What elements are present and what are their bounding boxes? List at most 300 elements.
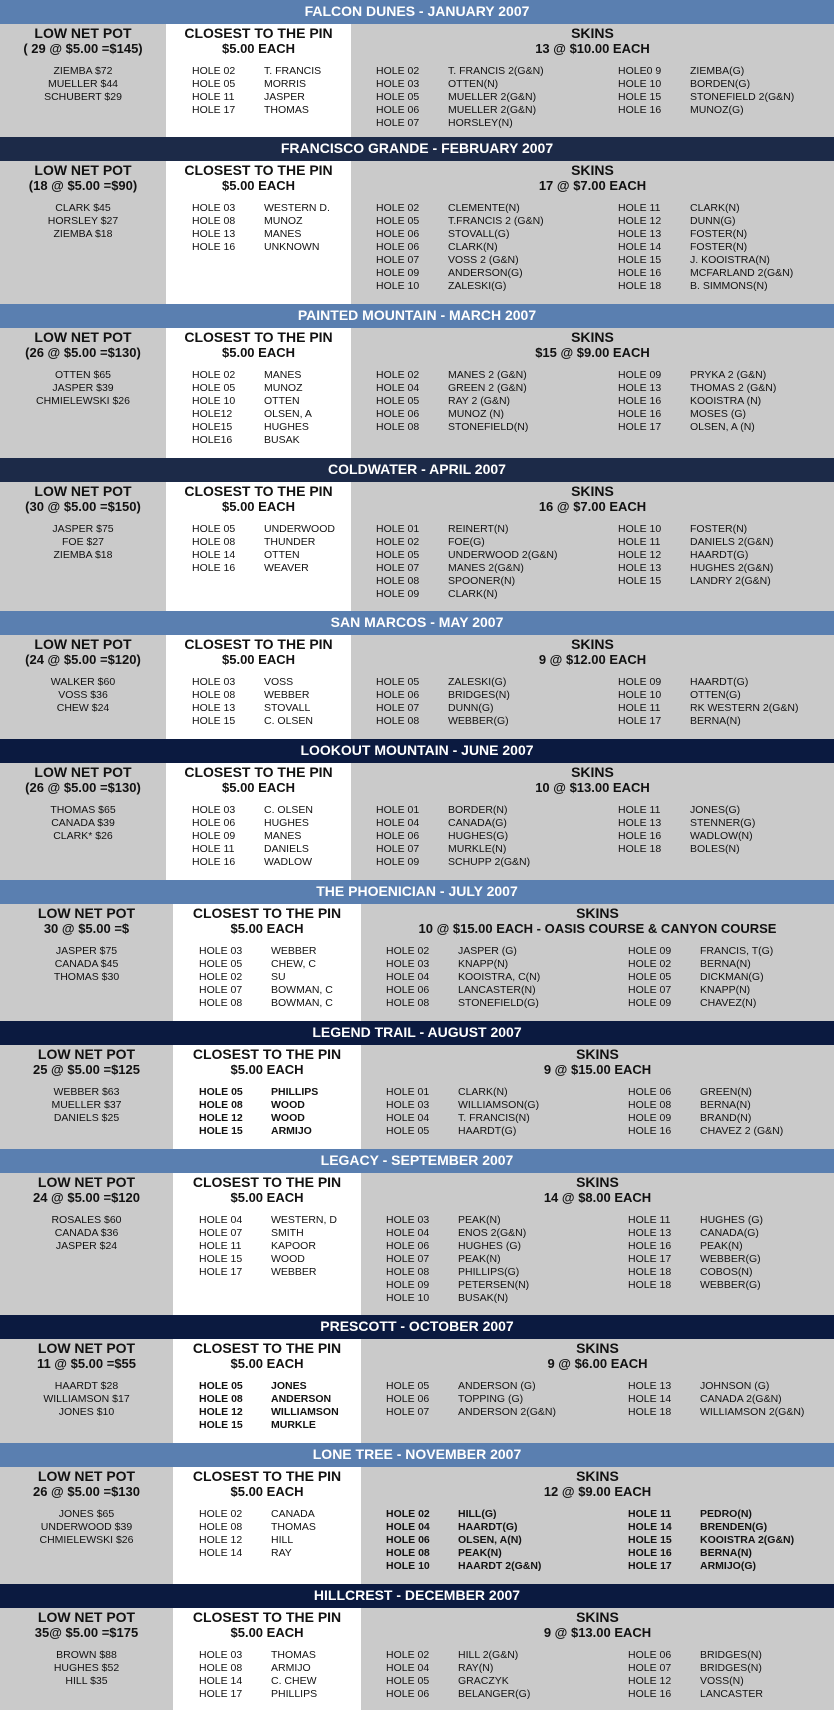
hole-number: HOLE 16	[192, 241, 236, 253]
player-name: STONEFIELD 2(G&N)	[690, 91, 795, 103]
player-name: WEBBER	[264, 689, 310, 701]
skins-amount: 9 @ $15.00 EACH	[543, 1062, 652, 1077]
ctp-row	[192, 395, 351, 408]
hole-number: HOLE 17	[192, 104, 236, 116]
player-name: T. FRANCIS 2(G&N)	[448, 65, 544, 77]
hole-number: HOLE 08	[376, 575, 420, 587]
player-name: WESTERN, D	[271, 1214, 337, 1226]
player-name: THOMAS	[271, 1521, 316, 1533]
low-net-winners	[0, 1086, 173, 1125]
player-name: MANES	[264, 228, 302, 240]
ctp-row	[199, 1125, 361, 1138]
skins-heading: SKINS	[576, 1340, 619, 1356]
low-net-winner: ROSALES $60	[51, 1214, 122, 1226]
hole-number: HOLE 16	[618, 830, 662, 842]
low-net-winner: THOMAS $65	[50, 804, 116, 816]
hole-number: HOLE 06	[376, 689, 420, 701]
player-name: CANADA(G)	[448, 817, 507, 829]
hole-number: HOLE 09	[618, 676, 662, 688]
player-name: STOVALL(G)	[448, 228, 510, 240]
ctp-row	[192, 856, 351, 869]
ctp-amount: $5.00 EACH	[230, 1625, 304, 1640]
low-net-winners	[0, 65, 166, 104]
event-section	[0, 1584, 834, 1710]
hole-number: HOLE 07	[199, 984, 243, 996]
low-net-pot-total: (30 @ $5.00 =$150)	[25, 499, 141, 514]
skins-heading: SKINS	[576, 1174, 619, 1190]
ctp-row	[199, 1406, 361, 1419]
player-name: FOE(G)	[448, 536, 485, 548]
hole-number: HOLE 03	[199, 945, 243, 957]
skins-panel	[361, 1339, 834, 1443]
player-name: ANDERSON(G)	[448, 267, 523, 279]
player-name: OTTEN	[264, 395, 300, 407]
hole-number: HOLE 08	[376, 421, 420, 433]
ctp-row	[199, 1508, 361, 1521]
hole-number: HOLE 12	[199, 1112, 243, 1124]
player-name: RAY(N)	[458, 1662, 494, 1674]
player-name: CANADA(G)	[700, 1227, 759, 1239]
hole-number: HOLE 02	[376, 536, 420, 548]
hole-number: HOLE 13	[618, 228, 662, 240]
player-name: UNDERWOOD 2(G&N)	[448, 549, 558, 561]
hole-number: HOLE 18	[628, 1266, 672, 1278]
ctp-list	[199, 1649, 361, 1701]
player-name: VOSS(N)	[700, 1675, 744, 1687]
ctp-row	[192, 817, 351, 830]
ctp-row	[192, 241, 351, 254]
hole-number: HOLE 06	[376, 408, 420, 420]
event-title: FRANCISCO GRANDE - FEBRUARY 2007	[0, 137, 834, 161]
event-title: LEGEND TRAIL - AUGUST 2007	[0, 1021, 834, 1045]
low-net-pot-panel	[0, 24, 166, 137]
ctp-row	[192, 536, 351, 549]
ctp-row	[192, 104, 351, 117]
player-name: BERNA(N)	[700, 958, 751, 970]
hole-number: HOLE 08	[199, 997, 243, 1009]
skins-heading: SKINS	[571, 25, 614, 41]
player-name: SCHUPP 2(G&N)	[448, 856, 531, 868]
player-name: OLSEN, A	[264, 408, 312, 420]
player-name: C. OLSEN	[264, 804, 314, 816]
hole-number: HOLE 17	[628, 1253, 672, 1265]
event-body	[0, 161, 834, 304]
hole-number: HOLE 06	[386, 1240, 430, 1252]
low-net-heading: LOW NET POT	[34, 162, 132, 178]
player-name: STOVALL	[264, 702, 311, 714]
hole-number: HOLE 13	[628, 1380, 672, 1392]
hole-number: HOLE 04	[386, 1662, 430, 1674]
low-net-pot-panel	[0, 635, 166, 739]
player-name: HILL(G)	[458, 1508, 497, 1520]
hole-number: HOLE 14	[628, 1521, 672, 1533]
ctp-list	[192, 369, 351, 447]
low-net-winner: JASPER $75	[55, 945, 118, 957]
hole-number: HOLE 07	[386, 1406, 430, 1418]
skins-heading: SKINS	[571, 483, 614, 499]
event-section	[0, 1021, 834, 1149]
skins-heading: SKINS	[571, 636, 614, 652]
low-net-winner: JASPER $24	[55, 1240, 118, 1252]
closest-to-pin-panel	[166, 161, 351, 304]
ctp-amount: $5.00 EACH	[222, 345, 295, 360]
low-net-heading: LOW NET POT	[37, 905, 136, 921]
hole-number: HOLE 06	[386, 984, 430, 996]
player-name: BRAND(N)	[700, 1112, 752, 1124]
player-name: SPOONER(N)	[448, 575, 516, 587]
player-name: GRACZYK	[458, 1675, 509, 1687]
low-net-winner: SCHUBERT $29	[44, 91, 122, 103]
hole-number: HOLE 02	[192, 65, 236, 77]
player-name: WEBBER	[271, 945, 317, 957]
ctp-heading: CLOSEST TO THE PIN	[184, 162, 333, 178]
player-name: ZALESKI(G)	[448, 280, 507, 292]
player-name: THOMAS	[264, 104, 309, 116]
hole-number: HOLE 16	[628, 1688, 672, 1700]
low-net-pot-panel	[0, 1467, 173, 1584]
player-name: PEAK(N)	[458, 1253, 501, 1265]
hole-number: HOLE 07	[376, 562, 420, 574]
player-name: PHILLIPS	[271, 1688, 318, 1700]
ctp-amount: $5.00 EACH	[230, 921, 304, 936]
low-net-pot-panel	[0, 1608, 173, 1710]
player-name: VOSS 2 (G&N)	[448, 254, 519, 266]
player-name: ANDERSON	[271, 1393, 332, 1405]
player-name: BOWMAN, C	[271, 997, 333, 1009]
player-name: OTTEN(N)	[448, 78, 499, 90]
hole-number: HOLE 16	[628, 1547, 672, 1559]
hole-number: HOLE 07	[376, 843, 420, 855]
hole-number: HOLE 11	[628, 1214, 671, 1226]
player-name: MCFARLAND 2(G&N)	[690, 267, 794, 279]
player-name: MURKLE	[271, 1419, 316, 1431]
hole-number: HOLE 18	[628, 1406, 672, 1418]
player-name: THUNDER	[264, 536, 316, 548]
skins-amount: 17 @ $7.00 EACH	[538, 178, 647, 193]
hole-number: HOLE 10	[618, 523, 662, 535]
low-net-winner: CHMIELEWSKI $26	[39, 1534, 134, 1546]
player-name: DANIELS 2(G&N)	[690, 536, 774, 548]
event-section	[0, 611, 834, 739]
hole-number: HOLE 11	[192, 91, 235, 103]
low-net-heading: LOW NET POT	[37, 1340, 136, 1356]
player-name: MORRIS	[264, 78, 306, 90]
hole-number: HOLE 04	[199, 1214, 243, 1226]
player-name: RK WESTERN 2(G&N)	[690, 702, 799, 714]
hole-number: HOLE 02	[628, 958, 672, 970]
ctp-row	[199, 945, 361, 958]
event-body	[0, 1608, 834, 1710]
closest-to-pin-panel	[173, 1045, 361, 1149]
low-net-winners	[0, 945, 173, 984]
player-name: BUSAK	[264, 434, 300, 446]
ctp-heading: CLOSEST TO THE PIN	[192, 905, 342, 921]
low-net-winner: HORSLEY $27	[47, 215, 119, 227]
closest-to-pin-panel	[166, 24, 351, 137]
hole-number: HOLE 16	[618, 408, 662, 420]
player-name: JASPER (G)	[458, 945, 517, 957]
skins-panel	[351, 161, 834, 304]
player-name: ANDERSON 2(G&N)	[458, 1406, 557, 1418]
hole-number: HOLE 02	[386, 945, 430, 957]
ctp-row	[192, 434, 351, 447]
hole-number: HOLE 05	[192, 78, 236, 90]
player-name: HAARDT(G)	[690, 549, 749, 561]
player-name: MUNOZ(G)	[690, 104, 744, 116]
low-net-winner: WEBBER $63	[53, 1086, 120, 1098]
low-net-winner: DANIELS $25	[53, 1112, 120, 1124]
skins-panel	[361, 1173, 834, 1315]
low-net-winners	[0, 804, 166, 843]
player-name: ZIEMBA(G)	[690, 65, 745, 77]
player-name: ARMIJO	[271, 1662, 311, 1674]
skins-panel	[351, 763, 834, 880]
low-net-winner: MUELLER $44	[47, 78, 119, 90]
event-body	[0, 1173, 834, 1315]
hole-number: HOLE 07	[376, 702, 420, 714]
player-name: C. CHEW	[271, 1675, 317, 1687]
ctp-heading: CLOSEST TO THE PIN	[184, 636, 333, 652]
player-name: JONES	[271, 1380, 307, 1392]
player-name: BORDER(N)	[448, 804, 508, 816]
hole-number: HOLE 16	[618, 104, 662, 116]
player-name: BERNA(N)	[700, 1099, 751, 1111]
player-name: KOOISTRA (N)	[690, 395, 762, 407]
ctp-row	[192, 843, 351, 856]
closest-to-pin-panel	[173, 1467, 361, 1584]
player-name: HAARDT 2(G&N)	[458, 1560, 542, 1572]
player-name: HILL	[271, 1534, 294, 1546]
player-name: CLEMENTE(N)	[448, 202, 520, 214]
skins-panel	[351, 328, 834, 458]
hole-number: HOLE12	[192, 408, 233, 420]
hole-number: HOLE 03	[386, 958, 430, 970]
hole-number: HOLE 17	[618, 421, 662, 433]
ctp-amount: $5.00 EACH	[222, 499, 295, 514]
player-name: WEBBER(G)	[700, 1253, 761, 1265]
player-name: HUGHES (G)	[458, 1240, 521, 1252]
player-name: C. OLSEN	[264, 715, 314, 727]
hole-number: HOLE 08	[192, 536, 236, 548]
event-section	[0, 1443, 834, 1584]
hole-number: HOLE 11	[199, 1240, 242, 1252]
ctp-row	[199, 1419, 361, 1432]
low-net-pot-total: (24 @ $5.00 =$120)	[25, 652, 141, 667]
player-name: FOSTER(N)	[690, 523, 748, 535]
closest-to-pin-panel	[166, 635, 351, 739]
low-net-winner: OTTEN $65	[54, 369, 112, 381]
low-net-winner: CLARK $45	[55, 202, 111, 214]
player-name: HUGHES	[264, 817, 309, 829]
ctp-row	[192, 830, 351, 843]
event-title: PRESCOTT - OCTOBER 2007	[0, 1315, 834, 1339]
event-body	[0, 1339, 834, 1443]
hole-number: HOLE 13	[618, 817, 662, 829]
player-name: FOSTER(N)	[690, 228, 748, 240]
player-name: PETERSEN(N)	[458, 1279, 530, 1291]
player-name: RAY 2 (G&N)	[448, 395, 511, 407]
event-section	[0, 458, 834, 611]
low-net-winner: CANADA $39	[51, 817, 115, 829]
event-section	[0, 304, 834, 458]
player-name: LANCASTER(N)	[458, 984, 536, 996]
player-name: WOOD	[271, 1253, 305, 1265]
player-name: CLARK(N)	[458, 1086, 508, 1098]
ctp-row	[199, 1662, 361, 1675]
ctp-list	[199, 1086, 361, 1138]
low-net-pot-panel	[0, 1045, 173, 1149]
hole-number: HOLE 12	[199, 1534, 243, 1546]
low-net-winner: MUELLER $37	[51, 1099, 122, 1111]
hole-number: HOLE 11	[628, 1508, 672, 1520]
event-body	[0, 635, 834, 739]
hole-number: HOLE 03	[192, 804, 236, 816]
low-net-winner: THOMAS $30	[53, 971, 120, 983]
player-name: JASPER	[264, 91, 305, 103]
low-net-pot-total: 35@ $5.00 =$175	[34, 1625, 139, 1640]
closest-to-pin-panel	[166, 482, 351, 611]
low-net-pot-panel	[0, 904, 173, 1021]
hole-number: HOLE 12	[199, 1406, 243, 1418]
hole-number: HOLE 04	[376, 817, 420, 829]
player-name: WILLIAMSON(G)	[458, 1099, 540, 1111]
ctp-row	[199, 1227, 361, 1240]
ctp-row	[199, 971, 361, 984]
event-body	[0, 1045, 834, 1149]
player-name: ARMIJO(G)	[700, 1560, 756, 1572]
hole-number: HOLE 13	[192, 702, 236, 714]
player-name: WEBBER(G)	[700, 1279, 761, 1291]
hole-number: HOLE 15	[618, 254, 662, 266]
low-net-winner: JONES $65	[58, 1508, 115, 1520]
skins-panel	[361, 1608, 834, 1710]
ctp-row	[199, 1534, 361, 1547]
closest-to-pin-panel	[173, 1173, 361, 1315]
low-net-heading: LOW NET POT	[37, 1174, 136, 1190]
low-net-heading: LOW NET POT	[34, 636, 132, 652]
hole-number: HOLE 05	[376, 215, 420, 227]
player-name: BOWMAN, C	[271, 984, 333, 996]
player-name: MANES	[264, 369, 302, 381]
player-name: MOSES (G)	[690, 408, 747, 420]
player-name: ARMIJO	[271, 1125, 312, 1137]
skins-panel	[361, 1467, 834, 1584]
event-title: COLDWATER - APRIL 2007	[0, 458, 834, 482]
hole-number: HOLE 03	[386, 1099, 430, 1111]
ctp-amount: $5.00 EACH	[222, 41, 295, 56]
ctp-row	[192, 408, 351, 421]
low-net-winners	[0, 1380, 173, 1419]
ctp-amount: $5.00 EACH	[222, 652, 295, 667]
hole-number: HOLE 08	[199, 1662, 243, 1674]
skins-heading: SKINS	[576, 1046, 619, 1062]
player-name: HUGHES	[264, 421, 309, 433]
player-name: DUNN(G)	[448, 702, 494, 714]
player-name: CANADA	[271, 1508, 315, 1520]
ctp-list	[199, 1508, 361, 1560]
hole-number: HOLE 02	[376, 65, 420, 77]
skins-panel	[361, 904, 834, 1021]
low-net-winners	[0, 369, 166, 408]
skins-amount: 12 @ $9.00 EACH	[543, 1484, 652, 1499]
hole-number: HOLE 08	[376, 715, 420, 727]
closest-to-pin-panel	[173, 904, 361, 1021]
hole-number: HOLE 14	[618, 241, 662, 253]
ctp-heading: CLOSEST TO THE PIN	[192, 1174, 342, 1190]
ctp-amount: $5.00 EACH	[230, 1190, 304, 1205]
event-body	[0, 1467, 834, 1584]
hole-number: HOLE 13	[628, 1227, 672, 1239]
ctp-row	[199, 1393, 361, 1406]
ctp-row	[192, 78, 351, 91]
ctp-row	[199, 997, 361, 1010]
ctp-row	[192, 676, 351, 689]
ctp-amount: $5.00 EACH	[222, 780, 295, 795]
hole-number: HOLE 04	[386, 1112, 430, 1124]
player-name: DICKMAN(G)	[700, 971, 764, 983]
hole-number: HOLE 06	[386, 1534, 430, 1546]
event-body	[0, 763, 834, 880]
event-section	[0, 137, 834, 304]
skins-amount: 10 @ $13.00 EACH	[535, 780, 650, 795]
hole-number: HOLE 09	[618, 369, 662, 381]
player-name: HAARDT(G)	[458, 1521, 518, 1533]
skins-heading: SKINS	[571, 764, 614, 780]
player-name: PEAK(N)	[700, 1240, 743, 1252]
player-name: B. SIMMONS(N)	[690, 280, 768, 292]
player-name: BRIDGES(N)	[700, 1662, 762, 1674]
event-section	[0, 1315, 834, 1443]
low-net-pot-panel	[0, 482, 166, 611]
hole-number: HOLE 16	[192, 856, 236, 868]
player-name: DANIELS	[264, 843, 309, 855]
skins-panel	[361, 1045, 834, 1149]
ctp-heading: CLOSEST TO THE PIN	[184, 764, 333, 780]
low-net-heading: LOW NET POT	[37, 1468, 136, 1484]
player-name: BERNA(N)	[690, 715, 741, 727]
hole-number: HOLE 05	[199, 1086, 243, 1098]
hole-number: HOLE 05	[192, 523, 236, 535]
low-net-heading: LOW NET POT	[34, 329, 132, 345]
player-name: CHEW, C	[271, 958, 316, 970]
ctp-heading: CLOSEST TO THE PIN	[184, 483, 333, 499]
ctp-row	[192, 549, 351, 562]
low-net-pot-total: 11 @ $5.00 =$55	[36, 1356, 137, 1371]
player-name: MANES	[264, 830, 302, 842]
ctp-list	[199, 945, 361, 1010]
hole-number: HOLE 04	[386, 1227, 430, 1239]
hole-number: HOLE 03	[192, 676, 236, 688]
low-net-heading: LOW NET POT	[34, 764, 132, 780]
player-name: T. FRANCIS(N)	[458, 1112, 530, 1124]
player-name: VOSS	[264, 676, 294, 688]
hole-number: HOLE 17	[199, 1688, 243, 1700]
skins-amount: 9 @ $12.00 EACH	[538, 652, 647, 667]
ctp-row	[199, 1675, 361, 1688]
ctp-heading: CLOSEST TO THE PIN	[192, 1046, 342, 1062]
skins-amount: 13 @ $10.00 EACH	[535, 41, 650, 56]
hole-number: HOLE 15	[628, 1534, 672, 1546]
player-name: OTTEN(G)	[690, 689, 741, 701]
low-net-winners	[0, 1508, 173, 1547]
event-title: FALCON DUNES - JANUARY 2007	[0, 0, 834, 24]
hole-number: HOLE 08	[192, 689, 236, 701]
low-net-winners	[0, 1214, 173, 1253]
hole-number: HOLE16	[192, 434, 233, 446]
ctp-heading: CLOSEST TO THE PIN	[192, 1609, 342, 1625]
hole-number: HOLE 16	[618, 395, 662, 407]
player-name: CHAVEZ(N)	[700, 997, 757, 1009]
